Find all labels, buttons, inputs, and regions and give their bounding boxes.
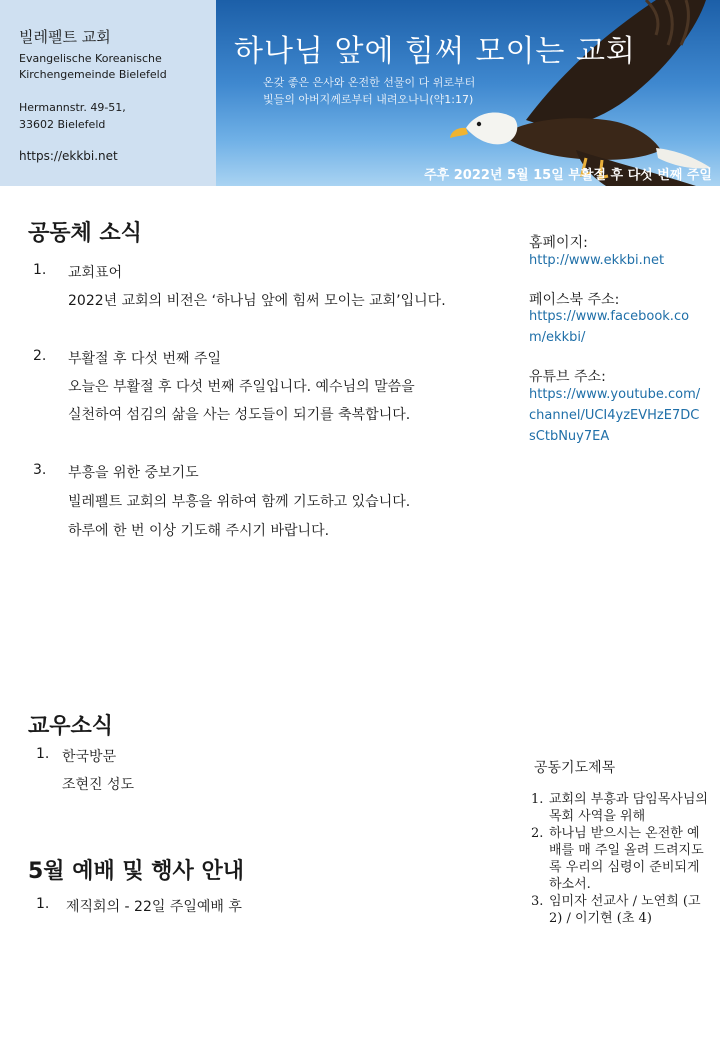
prayer-number: 2. [531, 826, 544, 841]
church-address [19, 99, 216, 133]
list-item-text: 조현진 성도 [62, 777, 135, 793]
list-number: 2. [33, 348, 47, 364]
members-news-title: 교우소식 [28, 714, 114, 739]
list-item-text: 2022년 교회의 비전은 ‘하나님 앞에 힘써 모이는 교회’입니다. [68, 293, 446, 309]
list-number: 1. [36, 896, 50, 912]
prayer-number: 1. [531, 792, 544, 807]
prayer-text: 교회의 부흥과 담임목사님의 목회 사역을 위해 [549, 792, 708, 824]
church-info-panel [0, 0, 216, 186]
church-subtitle-line: Kirchengemeinde Bielefeld [19, 68, 167, 81]
list-item-heading: 제직회의 - 22일 주일예배 후 [66, 899, 242, 915]
verse-line: 온갖 좋은 은사와 온전한 선물이 다 위로부터 [263, 76, 476, 89]
prayer-topics-list [531, 791, 711, 927]
church-subtitle [19, 51, 216, 83]
list-item-heading: 부흥을 위한 중보기도 [68, 465, 199, 481]
list-item-heading: 한국방문 [62, 749, 117, 765]
youtube-link[interactable]: https://www.youtube.com/channel/UCI4yzEVHzE7DCsCtbNuy7EA [529, 387, 701, 444]
prayer-text: 임미자 선교사 / 노연희 (고2) / 이기현 (초 4) [549, 894, 701, 926]
church-name: 빌레펠트 교회 [19, 28, 111, 46]
homepage-label: 홈페이지: [529, 235, 588, 251]
header-banner [216, 0, 720, 186]
prayer-item [531, 893, 711, 927]
list-item-heading: 부활절 후 다섯 번째 주일 [68, 351, 222, 367]
community-news-title: 공동체 소식 [28, 221, 142, 246]
list-item-text: 실천하여 섬김의 삶을 사는 성도들이 되기를 축복합니다. [68, 407, 411, 423]
list-item-text: 빌레펠트 교회의 부흥을 위하여 함께 기도하고 있습니다. [68, 494, 411, 510]
homepage-link[interactable]: http://www.ekkbi.net [529, 253, 665, 268]
list-number: 3. [33, 462, 47, 478]
banner-title: 하나님 앞에 힘써 모이는 교회 [234, 34, 636, 69]
church-subtitle-line: Evangelische Koreanische [19, 52, 162, 65]
service-date: 주후 2022년 5월 15일 부활절 후 다섯 번째 주일 [424, 168, 712, 183]
banner-verse [263, 74, 475, 108]
verse-line: 빛들의 아버지께로부터 내려오나니(약1:17) [263, 93, 474, 106]
list-item-heading: 교회표어 [68, 265, 123, 281]
list-number: 1. [33, 262, 47, 278]
events-title: 5월 예배 및 행사 안내 [28, 859, 244, 884]
youtube-label: 유튜브 주소: [529, 369, 606, 385]
facebook-link[interactable]: https://www.facebook.com/ekkbi/ [529, 309, 690, 345]
church-website[interactable]: https://ekkbi.net [19, 149, 118, 163]
prayer-text: 하나님 받으시는 온전한 예배를 매 주일 올려 드려지도록 우리의 심령이 준비되게 하소서. [549, 826, 704, 892]
address-line: 33602 Bielefeld [19, 118, 106, 131]
prayer-item [531, 825, 711, 893]
prayer-number: 3. [531, 894, 544, 909]
list-item-text: 하루에 한 번 이상 기도해 주시기 바랍니다. [68, 523, 330, 539]
address-line: Hermannstr. 49-51, [19, 101, 126, 114]
list-number: 1. [36, 746, 50, 762]
list-item-text: 오늘은 부활절 후 다섯 번째 주일입니다. 예수님의 말씀을 [68, 379, 415, 395]
prayer-topics-title: 공동기도제목 [534, 760, 616, 776]
prayer-item [531, 791, 711, 825]
facebook-label: 페이스북 주소: [529, 292, 620, 308]
